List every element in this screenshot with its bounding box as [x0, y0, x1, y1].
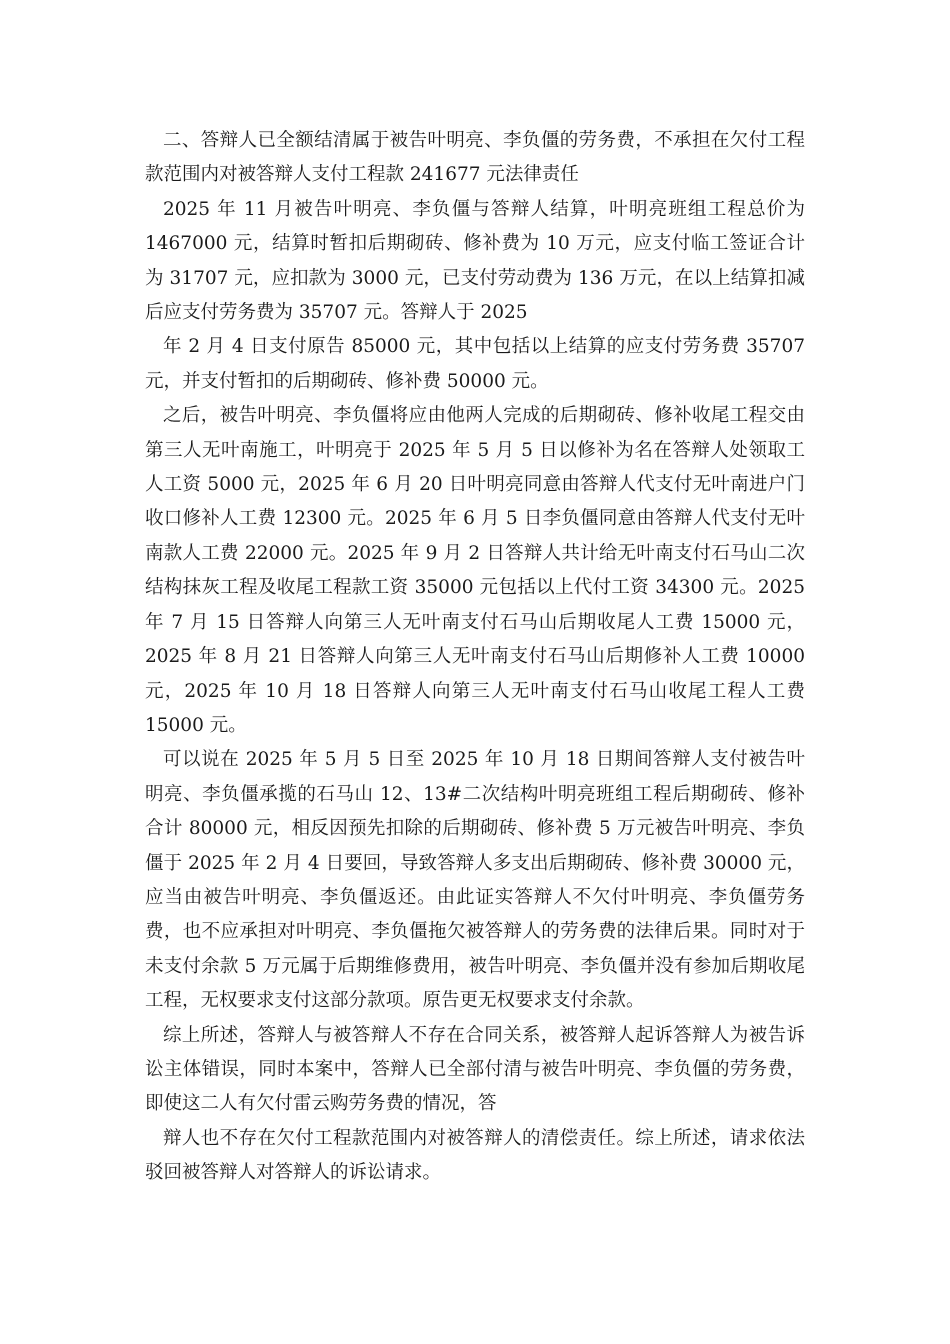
- document-body: [145, 124, 805, 1191]
- paragraph-settlement: 2025 年 11 月被告叶明亮、李负僵与答辩人结算，叶明亮班组工程总价为 1467000 元，结算时暂扣后期砌砖、修补费为 10 万元，应支付临工签证合计为 31707 元，应扣款为 3000 元，已支付劳动费为 136 万元，在以上结算扣减后应支付劳务费为 35707 元。答辩人于 2025: [145, 198, 805, 324]
- paragraph-summary: 综上所述，答辩人与被答辩人不存在合同关系，被答辩人起诉答辩人为被告诉讼主体错误，同时本案中，答辩人已全部付清与被告叶明亮、李负僵的劳务费，即使这二人有欠付雷云购劳务费的情况，答: [145, 1024, 805, 1115]
- paragraph-payment: 年 2 月 4 日支付原告 85000 元，其中包括以上结算的应支付劳务费 35707 元，并支付暂扣的后期砌砖、修补费 50000 元。: [145, 336, 805, 392]
- paragraph-section-heading: 二、答辩人已全额结清属于被告叶明亮、李负僵的劳务费，不承担在欠付工程款范围内对被答辩人支付工程款 241677 元法律责任: [145, 130, 805, 186]
- paragraph-third-party: 之后，被告叶明亮、李负僵将应由他两人完成的后期砌砖、修补收尾工程交由第三人无叶南施工，叶明亮于 2025 年 5 月 5 日以修补为名在答辩人处领取工人工资 5000 元，2025 年 6 月 20 日叶明亮同意由答辩人代支付无叶南进户门收口修补人工费 12300 元。2025 年 6 月 5 日李负僵同意由答辩人代支付无叶南款人工费 22000 元。2025 年 9 月 2 日答辩人共计给无叶南支付石马山二次结构抹灰工程及收尾工程款工资 35000 元包括以上代付工资 34300 元。2025 年 7 月 15 日答辩人向第三人无叶南支付石马山后期收尾人工费 15000 元，2025 年 8 月 21 日答辩人向第三人无叶南支付石马山后期修补人工费 10000 元，2025 年 10 月 18 日答辩人向第三人无叶南支付石马山收尾工程人工费 15000 元。: [145, 405, 805, 736]
- paragraph-analysis: 可以说在 2025 年 5 月 5 日至 2025 年 10 月 18 日期间答辩人支付被告叶明亮、李负僵承揽的石马山 12、13#二次结构叶明亮班组工程后期砌砖、修补合计 80000 元，相反因预先扣除的后期砌砖、修补费 5 万元被告叶明亮、李负僵于 2025 年 2 月 4 日要回，导致答辩人多支出后期砌砖、修补费 30000 元，应当由被告叶明亮、李负僵返还。由此证实答辩人不欠付叶明亮、李负僵劳务费，也不应承担对叶明亮、李负僵拖欠被答辩人的劳务费的法律后果。同时对于未支付余款 5 万元属于后期维修费用，被告叶明亮、李负僵并没有参加后期收尾工程，无权要求支付这部分款项。原告更无权要求支付余款。: [145, 749, 805, 1012]
- paragraph-conclusion: 辩人也不存在欠付工程款范围内对被答辩人的清偿责任。综上所述，请求依法驳回被答辩人对答辩人的诉讼请求。: [145, 1127, 805, 1184]
